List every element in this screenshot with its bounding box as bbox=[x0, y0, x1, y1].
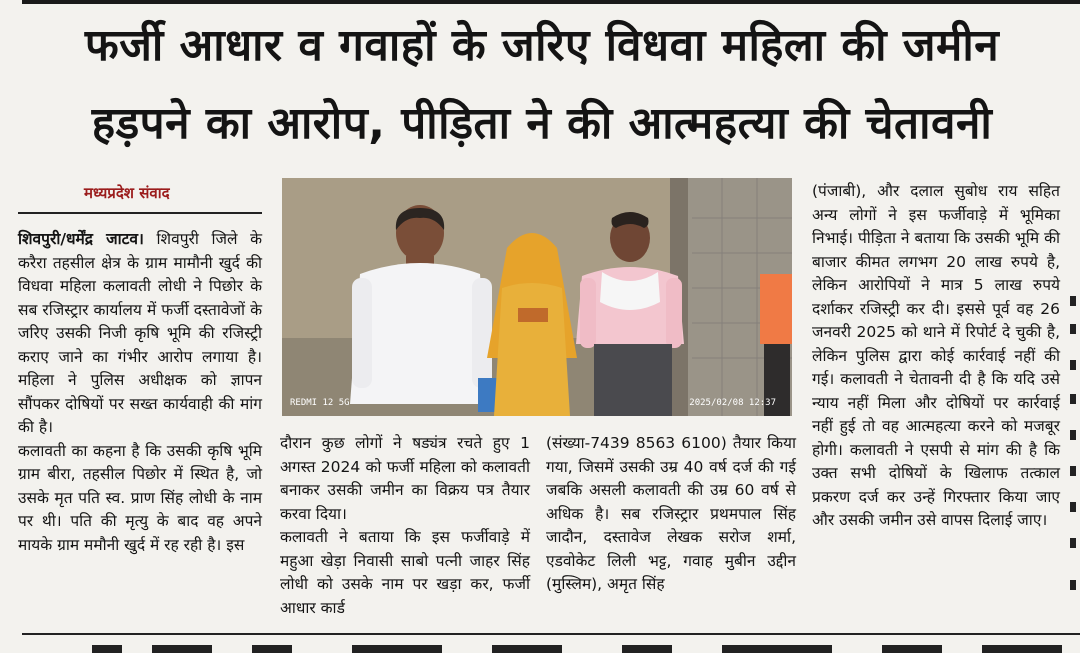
column-2 bbox=[280, 432, 530, 620]
top-rule bbox=[22, 0, 1080, 4]
paragraph: (संख्या-7439 8563 6100) तैयार किया गया, जिसमें उसकी उम्र 40 वर्ष दर्ज की गई जबकि असली कलावती की उम्र 60 वर्ष से अधिक है। सब रजिस्ट्रार प्रथमपाल सिंह जादौन, दस्तावेज लेखक सरोज शर्मा, एडवोकेट लिली भट्ट, गवाह मुबीन उद्दीन (मुस्लिम), अमृत सिंह bbox=[546, 434, 796, 593]
paragraph: कलावती ने बताया कि इस फर्जीवाड़े में महुआ खेड़ा निवासी साबो पत्नी जाहर सिंह लोधी को उसके नाम पर खड़ा कर, फर्जी आधार कार्ड bbox=[280, 528, 530, 617]
next-headline-edge bbox=[22, 645, 1080, 653]
dateline: मध्यप्रदेश संवाद bbox=[84, 184, 170, 202]
paragraph bbox=[18, 228, 262, 440]
headline-line-1: फर्जी आधार व गवाहों के जरिए विधवा महिला की जमीन bbox=[84, 20, 1000, 71]
column-1 bbox=[18, 228, 262, 557]
adjacent-article-edge bbox=[1068, 290, 1080, 620]
photo-device-stamp: REDMI 12 5G bbox=[290, 398, 350, 408]
photo-date-stamp: 2025/02/08 12:37 bbox=[689, 398, 776, 408]
dateline-divider bbox=[18, 212, 262, 214]
paragraph: कलावती का कहना है कि उसकी कृषि भूमि ग्राम बीरा, तहसील पिछोर में स्थित है, जो उसके मृत पति स्व. प्राण सिंह लोधी के नाम पर थी। पति की मृत्यु के बाद वह अपने मायके ग्राम ममौनी खुर्द में रह रही है। इस bbox=[18, 441, 262, 554]
bottom-rule bbox=[22, 633, 1080, 635]
photo-illustration bbox=[282, 178, 792, 416]
lead-text: शिवपुरी जिले के करैरा तहसील क्षेत्र के ग्राम मामौनी खुर्द की विधवा महिला कलावती लोधी ने पिछोर के सब रजिस्ट्रार कार्यालय में फर्जी दस्तावेजों के जरिए उसकी निजी कृषि भूमि की रजिस्ट्री कराए जाने का गंभीर आरोप लगाया है। महिला ने पुलिस अधीक्षक को ज्ञापन सौंपकर दोषियों पर सख्त कार्यवाही की मांग की है। bbox=[18, 230, 262, 436]
paragraph: दौरान कुछ लोगों ने षड्यंत्र रचते हुए 1 अगस्त 2024 को फर्जी महिला को कलावती बनाकर उसकी जमीन का विक्रय पत्र तैयार करवा दिया। bbox=[280, 434, 530, 523]
column-4 bbox=[812, 180, 1060, 533]
news-photo bbox=[282, 178, 792, 416]
headline-line-2: हड़पने का आरोप, पीड़िता ने की आत्महत्या की चेतावनी bbox=[91, 98, 993, 149]
column-3 bbox=[546, 432, 796, 597]
paragraph: (पंजाबी), और दलाल सुबोध राय सहित अन्य लोगों ने इस फर्जीवाड़े में भूमिका निभाई। पीड़िता ने बताया कि उसकी भूमि की बाजार कीमत लगभग 20 लाख रुपये है, लेकिन आरोपियों ने मात्र 5 लाख रुपये दर्शाकर रजिस्ट्री कर दी। इससे पूर्व वह 26 जनवरी 2025 को थाने में रिपोर्ट दे चुकी है, लेकिन पुलिस द्वारा कोई कार्रवाई नहीं की गई। कलावती ने चेतावनी दी है कि यदि उसे न्याय नहीं मिला और दोषियों पर कार्रवाई नहीं हुई तो वह आत्महत्या करने को मजबूर होगी। कलावती ने एसपी से मांग की है कि उक्त सभी दोषियों के खिलाफ तत्काल प्रकरण दर्ज कर उन्हें गिरफ्तार किया जाए और उसकी जमीन उसे वापस दिलाई जाए। bbox=[812, 182, 1060, 529]
byline: शिवपुरी/धर्मेंद्र जाटव। bbox=[18, 230, 144, 248]
